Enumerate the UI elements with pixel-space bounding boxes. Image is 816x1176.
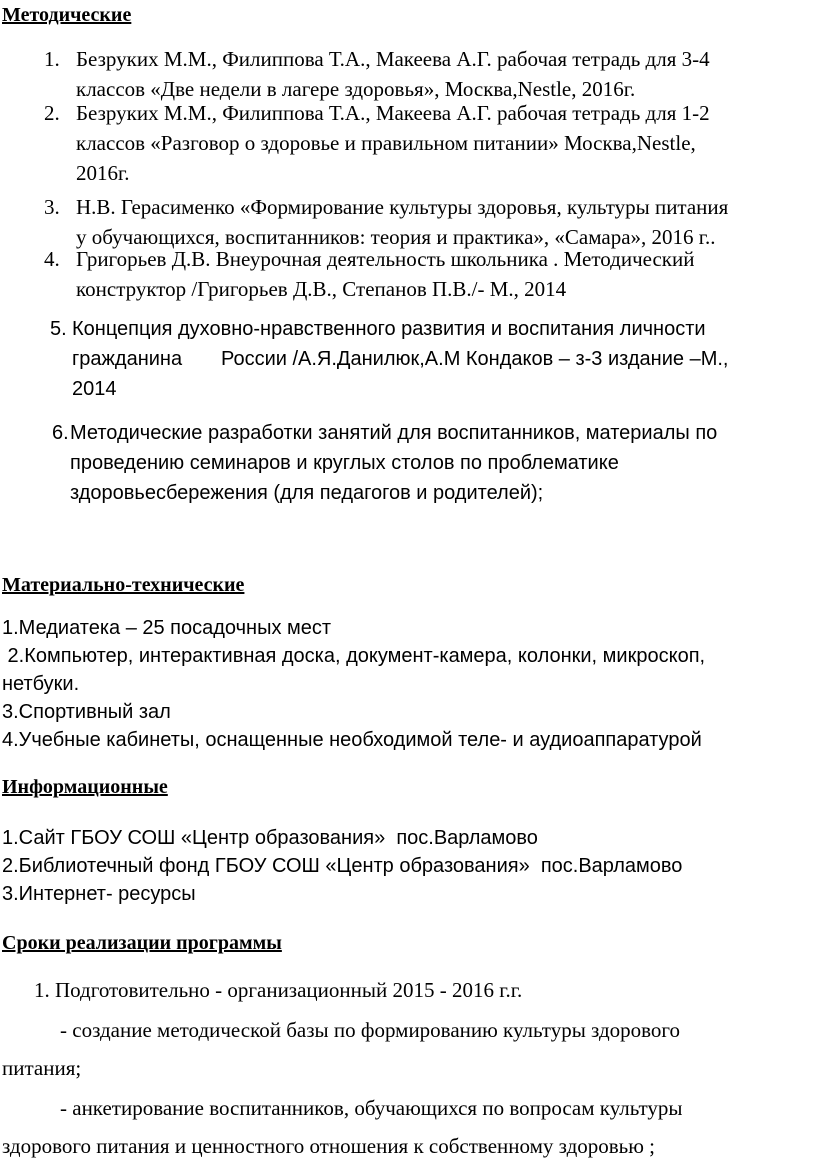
item-line: Н.В. Герасименко «Формирование культуры здоровья, культуры питания bbox=[76, 195, 729, 219]
item-line: Концепция духовно-нравственного развития и воспитания личности bbox=[72, 318, 706, 340]
item-line: Григорьев Д.В. Внеурочная деятельность школьника . Методический bbox=[76, 247, 695, 271]
item-text bbox=[52, 418, 812, 508]
methodical-item-4 bbox=[44, 244, 804, 304]
section-heading-informational: Информационные bbox=[2, 776, 168, 798]
list-item: 1.Медиатека – 25 посадочных мест bbox=[2, 617, 332, 639]
item-text bbox=[44, 44, 804, 104]
timeline-task: - анкетирование воспитанников, обучающихся по вопросам культуры bbox=[60, 1096, 683, 1120]
item-line: Безруких М.М., Филиппова Т.А., Макеева А.Г. рабочая тетрадь для 3-4 bbox=[76, 47, 710, 71]
item-line: конструктор /Григорьев Д.В., Степанов П.В./- М., 2014 bbox=[76, 277, 567, 301]
informational-list bbox=[2, 824, 802, 908]
item-line: классов «Две недели в лагере здоровья», Москва,Nestle, 2016г. bbox=[76, 77, 636, 101]
timeline-task-continued: питания; bbox=[2, 1056, 82, 1080]
item-text bbox=[50, 314, 810, 404]
item-line: здоровьесбережения (для педагогов и родителей); bbox=[70, 482, 544, 504]
list-item: 1.Сайт ГБОУ СОШ «Центр образования» пос.Варламово bbox=[2, 827, 538, 849]
list-item: нетбуки. bbox=[2, 673, 80, 695]
timeline-stage-1: 1. Подготовительно - организационный 2015 - 2016 г.г. bbox=[34, 978, 523, 1002]
item-line: классов «Разговор о здоровье и правильном питании» Москва,Nestle, bbox=[76, 131, 696, 155]
section-heading-methodical: Методические bbox=[2, 4, 132, 26]
item-line: 2016г. bbox=[76, 161, 130, 185]
item-number: 2. bbox=[44, 101, 60, 125]
methodical-item-3 bbox=[44, 192, 804, 252]
item-line: гражданина России /А.Я.Данилюк,А.М Кондаков – з-3 издание –М., bbox=[72, 348, 729, 370]
item-number: 6. bbox=[52, 422, 69, 444]
item-line: 2014 bbox=[72, 378, 117, 400]
item-text bbox=[44, 98, 804, 188]
methodical-item-1 bbox=[44, 44, 804, 104]
methodical-item-5 bbox=[50, 314, 810, 404]
item-text bbox=[44, 244, 804, 304]
list-item: 3.Спортивный зал bbox=[2, 701, 171, 723]
item-line: Методические разработки занятий для воспитанников, материалы по bbox=[70, 422, 718, 444]
item-number: 1. bbox=[44, 47, 60, 71]
item-number: 4. bbox=[44, 247, 60, 271]
list-item: 2.Компьютер, интерактивная доска, документ-камера, колонки, микроскоп, bbox=[2, 645, 706, 667]
item-line: проведению семинаров и круглых столов по проблематике bbox=[70, 452, 619, 474]
section-heading-timeline: Сроки реализации программы bbox=[2, 932, 282, 954]
item-text bbox=[44, 192, 804, 252]
timeline-task: - создание методической базы по формированию культуры здорового bbox=[60, 1018, 681, 1042]
item-number: 3. bbox=[44, 195, 60, 219]
item-line: Безруких М.М., Филиппова Т.А., Макеева А.Г. рабочая тетрадь для 1-2 bbox=[76, 101, 710, 125]
section-heading-technical: Материально-технические bbox=[2, 574, 245, 596]
methodical-item-2 bbox=[44, 98, 804, 188]
list-item: 3.Интернет- ресурсы bbox=[2, 883, 196, 905]
methodical-item-6 bbox=[52, 418, 812, 508]
item-line: у обучающихся, воспитанников: теория и практика», «Самара», 2016 г.. bbox=[76, 225, 716, 249]
list-item: 4.Учебные кабинеты, оснащенные необходимой теле- и аудиоаппаратурой bbox=[2, 729, 702, 751]
timeline-task-continued: здорового питания и ценностного отношения к собственному здоровью ; bbox=[2, 1134, 656, 1158]
list-item: 2.Библиотечный фонд ГБОУ СОШ «Центр образования» пос.Варламово bbox=[2, 855, 683, 877]
item-number: 5. bbox=[50, 318, 67, 340]
technical-list bbox=[2, 614, 802, 754]
